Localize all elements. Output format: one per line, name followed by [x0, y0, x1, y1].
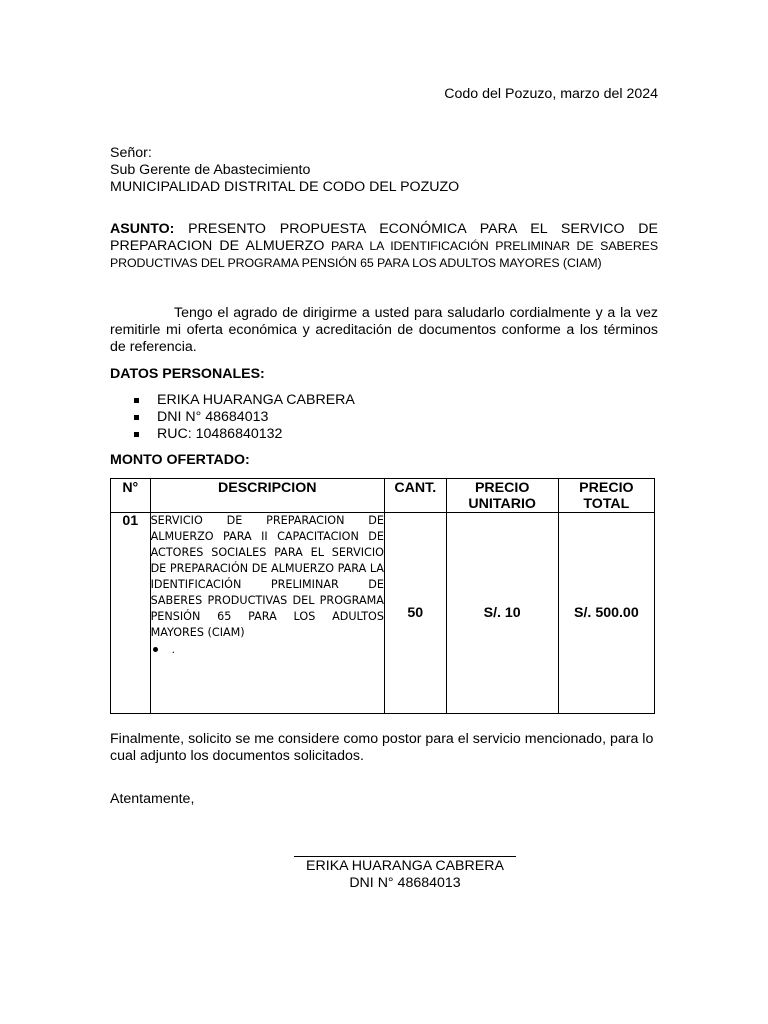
- row-description-cell: [150, 513, 384, 714]
- recipient-title: Sub Gerente de Abastecimiento: [110, 162, 311, 178]
- intro-paragraph: [110, 305, 658, 356]
- row-total-price: S/. 500.00: [558, 513, 654, 714]
- round-bullet-icon: [153, 647, 158, 652]
- place-date: Codo del Pozuzo, marzo del 2024: [444, 86, 658, 102]
- subject-main: PRESENTO PROPUESTA ECONÓMICA PARA EL SERVICO DE PREPARACION DE ALMUERZO: [110, 221, 658, 254]
- offer-table: [110, 478, 655, 714]
- column-header-total-price: PRECIO TOTAL: [558, 479, 654, 513]
- personal-ruc: RUC: 10486840132: [157, 426, 283, 442]
- personal-name: ERIKA HUARANGA CABRERA: [157, 392, 355, 408]
- row-description: SERVICIO DE PREPARACION DE ALMUERZO PARA II CAPACITACION DE ACTORES SOCIALES PARA EL SERVICIO DE PREPARACIÓN DE ALMUERZO PARA LA IDENTIFICACIÓN PRELIMINAR DE SABERES PRODUCTIVAS DEL PROGRAMA PENSIÓN 65 PARA LOS ADULTOS MAYORES (CIAM): [150, 514, 384, 639]
- recipient-entity: MUNICIPALIDAD DISTRITAL DE CODO DEL POZUZO: [110, 179, 460, 195]
- row-description-bullet-text: .: [171, 642, 175, 656]
- subject-paragraph: [110, 221, 658, 272]
- column-header-quantity: CANT.: [384, 479, 446, 513]
- subject-label: ASUNTO:: [110, 221, 175, 237]
- recipient-salutation: Señor:: [110, 145, 152, 161]
- column-header-description: DESCRIPCION: [150, 479, 384, 513]
- row-quantity: 50: [384, 513, 446, 714]
- signature-dni: DNI N° 48684013: [349, 875, 461, 891]
- table-header-row: [111, 479, 655, 513]
- signature-name: ERIKA HUARANGA CABRERA: [306, 858, 504, 874]
- square-bullet-icon: [134, 415, 139, 420]
- table-row: [111, 513, 655, 714]
- intro-text: Tengo el agrado de dirigirme a usted para saludarlo cordialmente y a la vez remitirle mi oferta económica y acreditación de documentos conforme a los términos de referencia.: [110, 305, 658, 355]
- row-description-bullet: [151, 641, 384, 657]
- column-header-unit-price: PRECIO UNITARIO: [446, 479, 558, 513]
- square-bullet-icon: [134, 432, 139, 437]
- closing-paragraph: Finalmente, solicito se me considere como postor para el servicio mencionado, para lo cual adjunto los documentos solicitados.: [110, 731, 654, 764]
- row-unit-price: S/. 10: [446, 513, 558, 714]
- recipient-block: [110, 145, 459, 196]
- column-header-number: N°: [111, 479, 151, 513]
- personal-dni: DNI N° 48684013: [157, 409, 269, 425]
- signature-line: [294, 856, 516, 857]
- list-item: [134, 392, 355, 409]
- personal-data-list: [134, 392, 355, 443]
- list-item: [134, 409, 355, 426]
- regards: Atentamente,: [110, 791, 195, 807]
- subject-detail: PARA LA IDENTIFICACIÓN PRELIMINAR DE SABERES PRODUCTIVAS DEL PROGRAMA PENSIÓN 65 PARA LOS ADULTOS MAYORES (CIAM): [110, 239, 659, 270]
- list-item: [134, 426, 355, 443]
- personal-data-heading: DATOS PERSONALES:: [110, 366, 265, 382]
- row-number: 01: [111, 513, 151, 714]
- square-bullet-icon: [134, 398, 139, 403]
- offer-heading: MONTO OFERTADO:: [110, 452, 250, 468]
